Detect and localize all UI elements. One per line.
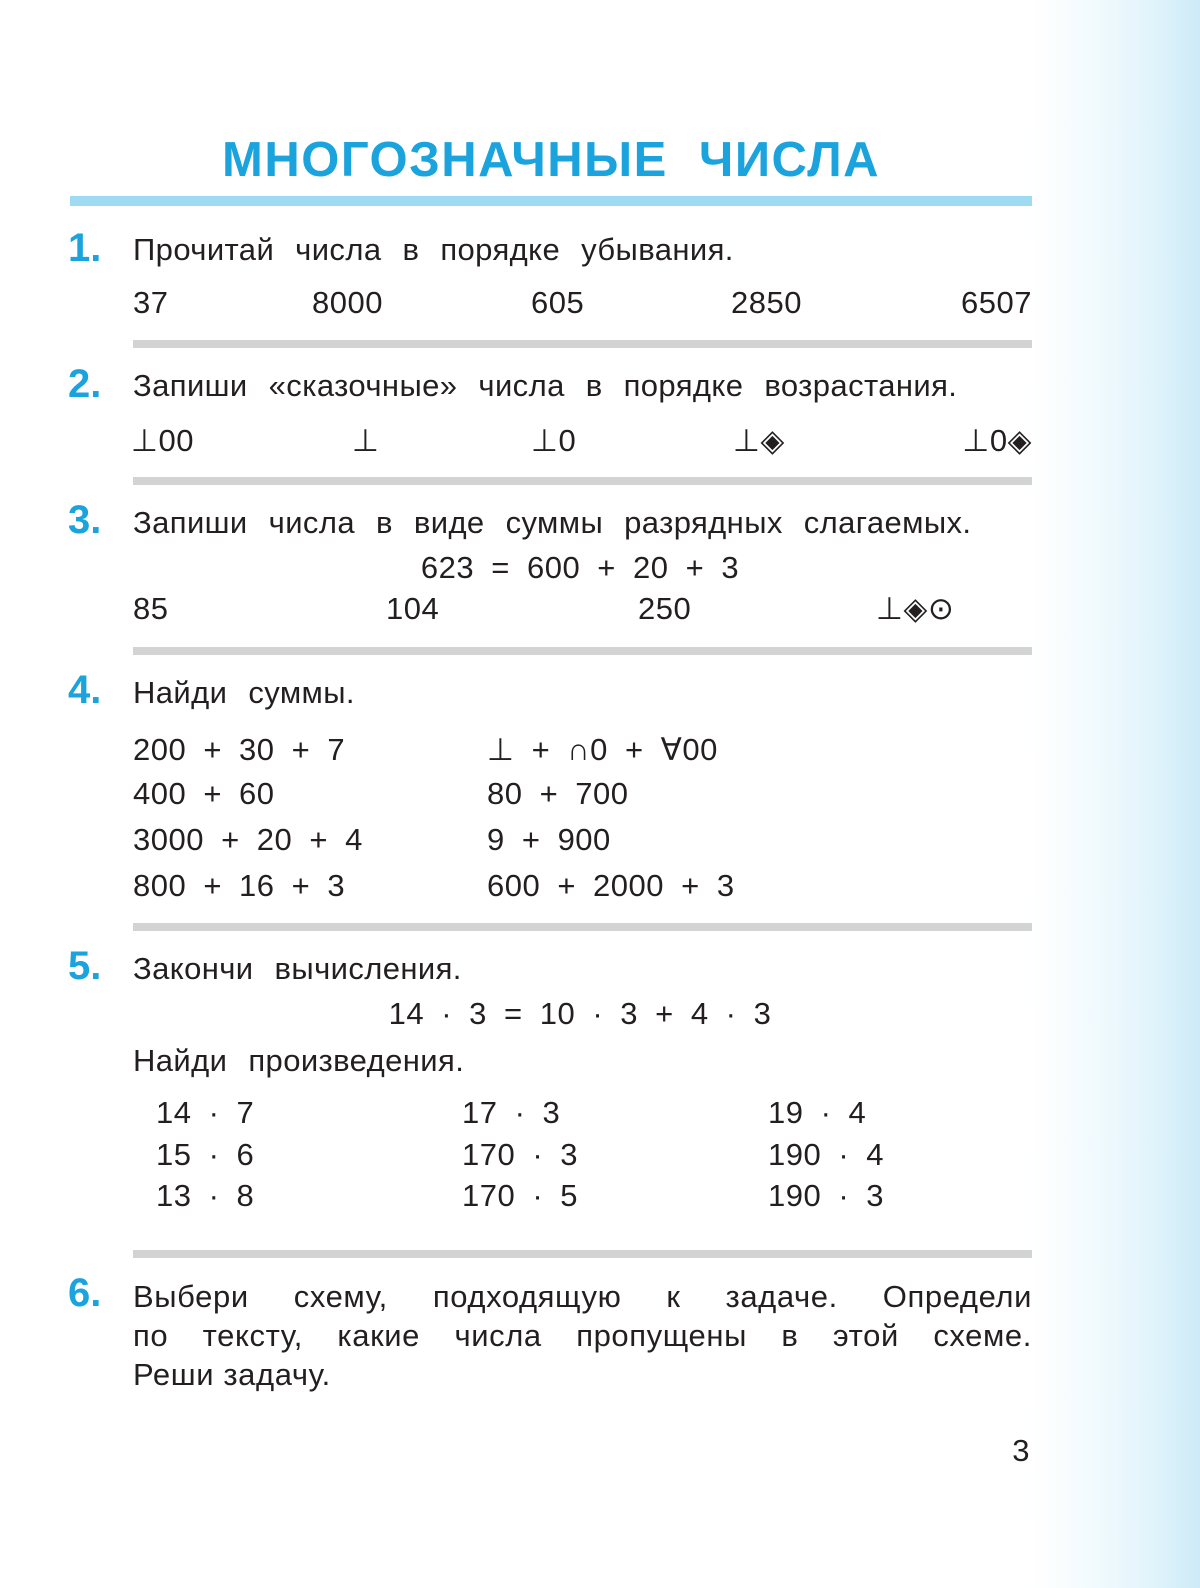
task-3-item: ⊥◈⊙ <box>876 591 955 626</box>
task-3-example: 623 = 600 + 20 + 3 <box>420 550 740 585</box>
task-3-item: 85 <box>133 591 169 626</box>
task-5-product: 13 · 8 <box>156 1178 255 1213</box>
task-2-number: 2. <box>68 362 102 406</box>
task-4-number: 4. <box>68 668 102 712</box>
task-5-product: 15 · 6 <box>156 1137 255 1172</box>
divider <box>133 923 1032 931</box>
task-5-product: 14 · 7 <box>156 1095 255 1130</box>
task-2-item: ⊥0 <box>531 423 577 458</box>
task-4-left-expression: 3000 + 20 + 4 <box>133 822 363 857</box>
task-5-product: 190 · 4 <box>768 1137 885 1172</box>
divider <box>133 477 1032 485</box>
task-6-number: 6. <box>68 1271 102 1315</box>
task-5-number: 5. <box>68 944 102 988</box>
task-5-product: 170 · 3 <box>462 1137 579 1172</box>
page-title: МНОГОЗНАЧНЫЕ ЧИСЛА <box>222 133 880 187</box>
task-5-instruction: Закончи вычисления. <box>133 951 462 986</box>
task-2-instruction: Запиши «сказочные» числа в порядке возрастания. <box>133 368 958 403</box>
task-6-line: по тексту, какие числа пропущены в этой схеме. <box>133 1318 1032 1353</box>
task-4-right-expression: ⊥ + ∩0 + ∀00 <box>487 732 718 767</box>
task-4-right-expression: 9 + 900 <box>487 822 611 857</box>
task-4-left-expression: 200 + 30 + 7 <box>133 732 346 767</box>
task-3-item: 104 <box>386 591 440 626</box>
task-2-item: ⊥◈ <box>733 423 785 458</box>
task-5-instruction-2: Найди произведения. <box>133 1043 465 1078</box>
task-5-product: 17 · 3 <box>462 1095 561 1130</box>
divider <box>133 647 1032 655</box>
task-4-left-expression: 800 + 16 + 3 <box>133 868 346 903</box>
task-6-line: Реши задачу. <box>133 1357 331 1392</box>
task-1-item: 605 <box>531 285 585 320</box>
task-4-instruction: Найди суммы. <box>133 675 355 710</box>
task-2-item: ⊥ <box>352 423 380 458</box>
task-3-item: 250 <box>638 591 692 626</box>
task-5-example: 14 · 3 = 10 · 3 + 4 · 3 <box>388 996 772 1031</box>
task-3-instruction: Запиши числа в виде суммы разрядных слагаемых. <box>133 505 972 540</box>
task-6-line: Выбери схему, подходящую к задаче. Определи <box>133 1279 1032 1314</box>
task-5-product: 170 · 5 <box>462 1178 579 1213</box>
task-1-item: 6507 <box>961 285 1032 320</box>
divider <box>133 340 1032 348</box>
divider <box>133 1250 1032 1258</box>
task-4-right-expression: 80 + 700 <box>487 776 629 811</box>
page-number: 3 <box>1012 1433 1030 1468</box>
task-4-right-expression: 600 + 2000 + 3 <box>487 868 735 903</box>
task-1-instruction: Прочитай числа в порядке убывания. <box>133 232 734 267</box>
task-3-number: 3. <box>68 498 102 542</box>
task-1-item: 37 <box>133 285 169 320</box>
task-2-item: ⊥00 <box>131 423 194 458</box>
task-1-item: 8000 <box>312 285 383 320</box>
task-2-item: ⊥0◈ <box>962 423 1032 458</box>
title-underline <box>70 196 1032 206</box>
task-6-text <box>133 1277 1032 1394</box>
task-4-left-expression: 400 + 60 <box>133 776 275 811</box>
task-5-product: 190 · 3 <box>768 1178 885 1213</box>
task-1-item: 2850 <box>731 285 802 320</box>
task-5-product: 19 · 4 <box>768 1095 867 1130</box>
task-1-number: 1. <box>68 226 102 270</box>
page-edge-gradient <box>1030 0 1200 1588</box>
